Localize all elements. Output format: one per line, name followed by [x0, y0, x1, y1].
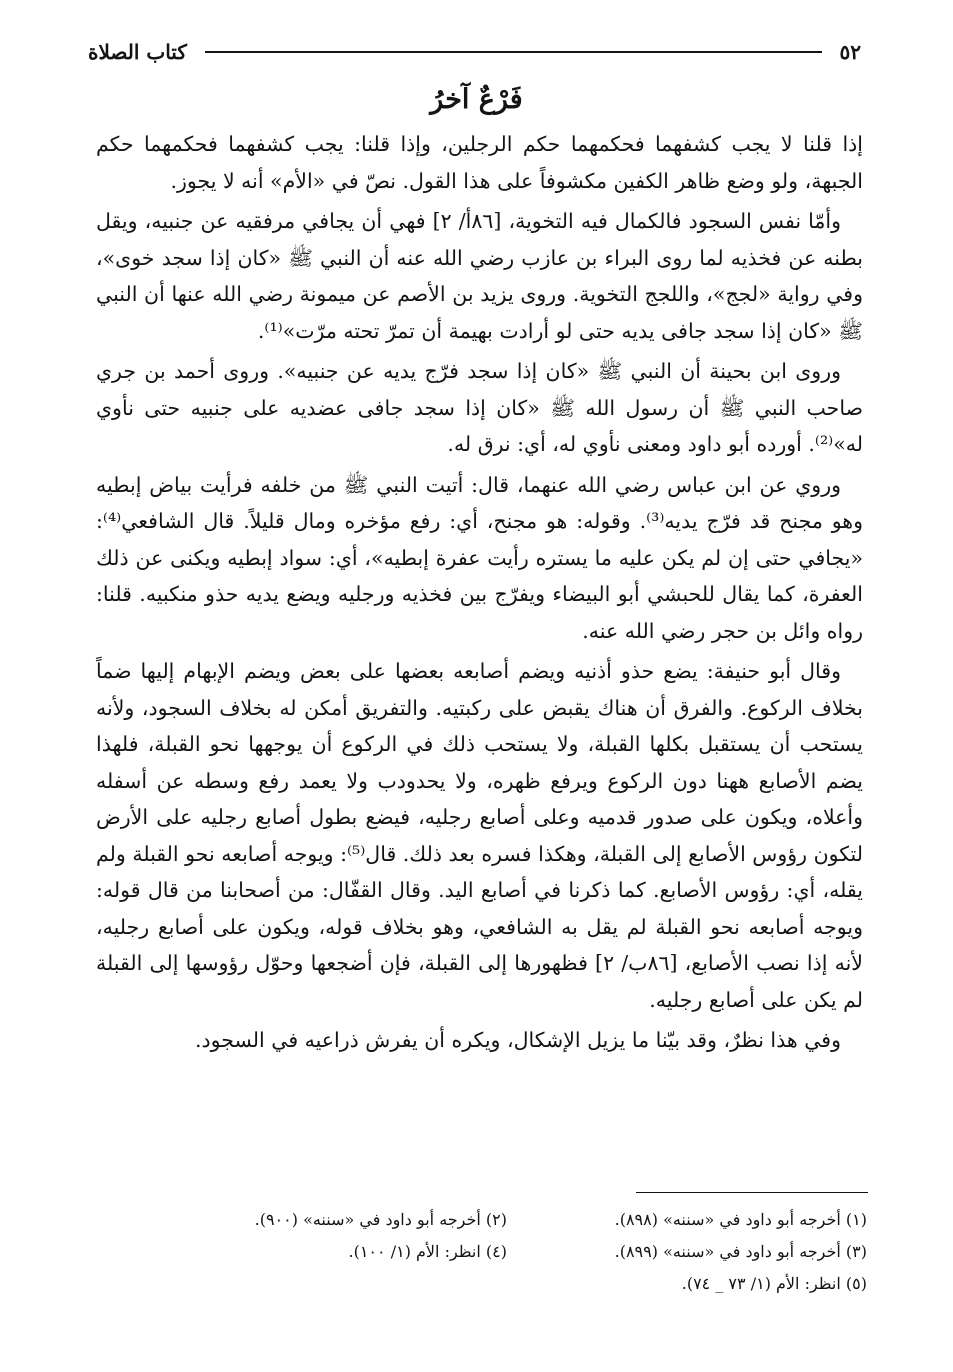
footnote-4: (٤) انظر: الأم (١/ ١٠٠).	[348, 1242, 507, 1261]
paragraph: وروي عن ابن عباس رضي الله عنهما، قال: أتيت النبي ﷺ من خلفه فرأيت بياض إبطيه وهو مجنح قد فرّج يديه⁽³⁾. وقوله: هو مجنح، أي: رفع مؤخره ومال قليلاً. قال الشافعي⁽⁴⁾: «يجافي حتى إن لم يكن عليه ما يستره رأيت عفرة إبطيه»، أي: سواد إبطيه ويكنى عن ذلك العفرة، كما يقال للحبشي أبو البيضاء ويفرّج بين فخذيه ورجليه ويضع يديه حذو منكبيه. قلنا: رواه وائل بن حجر رضي الله عنه.	[96, 472, 863, 643]
footnote-2: (٢) أخرجه أبو داود في «سننه» (٩٠٠).	[254, 1210, 507, 1229]
body-text	[96, 126, 863, 1063]
paragraph: إذا قلنا لا يجب كشفهما فحكمهما حكم الرجلين، وإذا قلنا: يجب كشفهما فحكمهما حكم الجبهة، ولو وضع ظاهر الكفين مكشوفاً على هذا القول. نصّ في «الأم» أنه لا يجوز.	[96, 132, 863, 193]
footnote-rule	[636, 1192, 868, 1193]
footnote-3: (٣) أخرجه أبو داود في «سننه» (٨٩٩).	[614, 1242, 867, 1261]
footnote-5: (٥) انظر: الأم (١/ ٧٣ _ ٧٤).	[681, 1274, 867, 1293]
book-title: كتاب الصلاة	[88, 40, 187, 64]
paragraph: وأمّا نفس السجود فالكمال فيه التخوية، [٨٦أ/ ٢] فهي أن يجافي مرفقيه عن جنبيه، ويقل بطنه عن فخذيه لما روى البراء بن عازب رضي الله عنه أن النبي ﷺ «كان إذا سجد خوى»، وفي رواية «لجج»، واللجج التخوية. وروى يزيد بن الأصم عن ميمونة رضي الله عنها أن النبي ﷺ «كان إذا سجد جافى يديه حتى لو أرادت بهيمة أن تمرّ تحته مرّت»⁽¹⁾.	[96, 209, 863, 343]
paragraph: وروى ابن بحينة أن النبي ﷺ «كان إذا سجد فرّج يديه عن جنبيه». وروى أحمد بن جري صاحب النبي ﷺ أن رسول الله ﷺ «كان إذا سجد جافى عضديه على جنبيه حتى نأوي له»⁽²⁾. أورده أبو داود ومعنى نأوي له، أي: نرق له.	[96, 359, 863, 456]
running-header	[88, 36, 861, 68]
page-number: ٥٢	[839, 40, 861, 64]
footnotes	[140, 1204, 867, 1300]
header-rule	[205, 51, 822, 53]
paragraph: وفي هذا نظرٌ، وقد بيّنا ما يزيل الإشكال، ويكره أن يفرش ذراعيه في السجود.	[195, 1028, 841, 1052]
section-heading: فَرْعٌ آخرُ	[430, 84, 523, 115]
footnote-1: (١) أخرجه أبو داود في «سننه» (٨٩٨).	[614, 1210, 867, 1229]
paragraph: وقال أبو حنيفة: يضع حذو أذنيه ويضم أصابعه بعضها على بعض ويضم الإبهام إليها ضماً بخلاف الركوع. والفرق أن هناك يقبض على ركبتيه. والتفريق أمكن له بخلاف السجود، ولأنه يستحب أن يستقبل بكلها القبلة، ولا يستحب ذلك في الركوع أن يوجهها نحو القبلة، فلهذا يضم الأصابع ههنا دون الركوع ويرفع ظهره، ولا يحدودب ولا يعمد رفع وسطه عن أسفله وأعلاه، ويكون على صدور قدميه وعلى أصابع رجليه، فيضع بطول أصابع رجليه على الأرض لتكون رؤوس الأصابع إلى القبلة، وهكذا فسره بعد ذلك. قال⁽⁵⁾: ويوجه أصابعه نحو القبلة ولم يقله، أي: رؤوس الأصابع. كما ذكرنا في أصابع اليد. وقال القفّال: من أصحابنا من قال قوله: ويوجه أصابعه نحو القبلة لم يقل به الشافعي، وهو بخلاف قوله، ويكون على أصابع رجليه، لأنه إذا نصب الأصابع، [٨٦ب/ ٢] فظهورها إلى القبلة، فإن أضجعها وحوّل رؤوسها إلى القبلة لم يكن على أصابع رجليه.	[96, 659, 863, 1012]
